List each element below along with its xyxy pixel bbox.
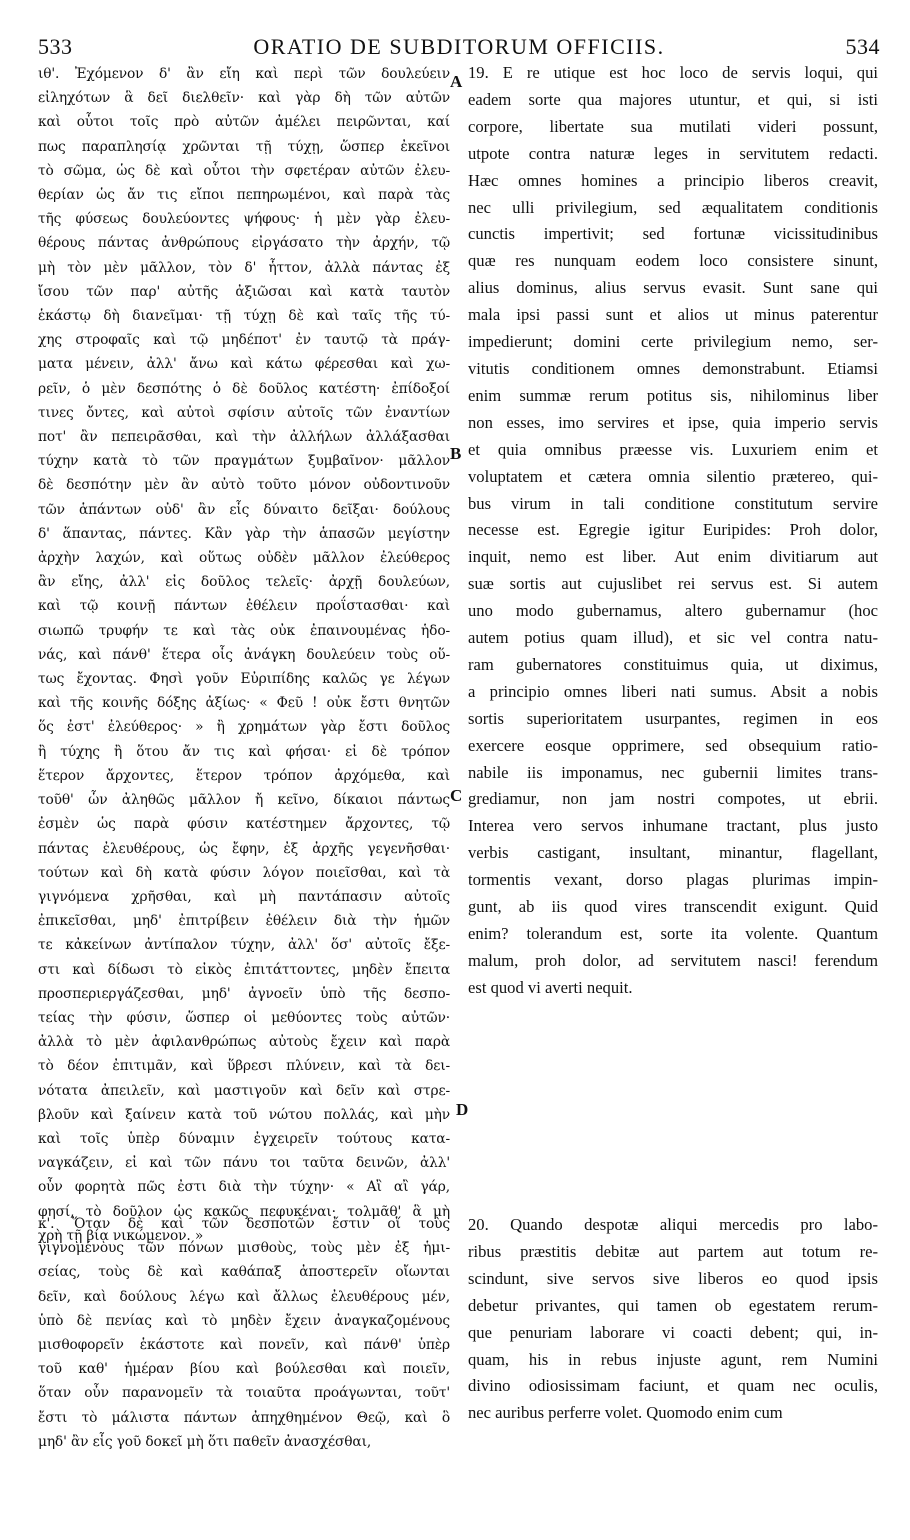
text-line: Interea vero servos inhumane tractant, plus justo	[468, 816, 878, 836]
text-line: sortis superioritatem usurpantes, regimen in eos	[468, 708, 878, 728]
text-line: ἢ τύχης ἢ ὅτου ἄν τις καὶ φήσαι· εἰ δὲ τρόπον	[38, 743, 450, 760]
page-number-right: 534	[845, 34, 880, 59]
text-line: δ' ἅπαντας, πάντες. Κἂν γὰρ τὴν ἁπασῶν μεγίστην	[38, 525, 450, 542]
text-line: ἂν εἴης, ἀλλ' εἰς δοῦλος τελεῖς· ἀρχῇ δουλεύων,	[38, 574, 450, 591]
text-line: autem potius quam illud), et sic vel contra natu-	[468, 628, 878, 648]
text-line: ἔστι τὸ μάλιστα πάντων ἀπηχθημένον Θεῷ, καὶ ὃ	[38, 1409, 450, 1426]
text-line: divino odiosissimam faciunt, et quam nec oculis,	[468, 1376, 878, 1396]
text-line: scindunt, sive servos sive liberos eo quod ipsis	[468, 1268, 878, 1288]
text-line: φησί, τὸ δοῦλον ὡς κακῶς πεφυκέναι· τολμᾶθ' ἃ μὴ	[38, 1203, 450, 1220]
text-line: ἑκάστῳ δὴ διανεῖμαι· τῇ τύχῃ δὲ καὶ ταῖς τῆς τύ-	[38, 308, 450, 325]
text-line: μὴ τὸν μὲν μᾶλλον, τὸν δ' ἧττον, ἀλλὰ πάντας ἐξ	[38, 259, 450, 276]
text-line: non esses, imo servires et ipse, quia imperio servis	[468, 412, 878, 432]
text-line: δὲ δεσπότην μὲν ἂν αὐτὸ τοῦτο μόνον οὐδοντινοῦν	[38, 477, 450, 494]
text-line: malum, proh dolor, ad servitutem nasci! ferendum	[468, 950, 878, 970]
text-line: impedierunt; domini certe privilegium nemo, ser-	[468, 332, 878, 352]
text-line: ἕτερον ἄρχοντες, ἕτερον τρόπον ἀρχόμεθα, καὶ	[38, 767, 450, 784]
text-line: οὖν φορητὰ πῶς ἐστι διὰ τὴν τύχην· « Αἲ αἲ γάρ,	[38, 1179, 450, 1196]
text-line: ματα μένειν, ἀλλ' ἄνω καὶ κάτω φέρεσθαι καὶ χω-	[38, 356, 450, 373]
text-line: et quia omnibus præesse vis. Luxuriem enim et	[468, 439, 878, 459]
text-line: βλοῦν καὶ ξαίνειν κατὰ τοῦ νώτου πολλάς, καὶ μὴν	[38, 1106, 450, 1123]
text-line: gunt, ab iis quod vires transcendit exigunt. Quid	[468, 897, 878, 917]
text-line: θέρους πάντας ἀνθρώπους εἰργάσατο τὴν ἀρχήν, τῷ	[38, 235, 450, 252]
text-line: νότατα ἀπειλεῖν, καὶ μαστιγοῦν καὶ δεῖν καὶ στρε-	[38, 1082, 450, 1099]
text-line: κ'. Ὅταν δὲ καὶ τῶν δεσποτῶν ἔστιν οἵ τοὺς	[38, 1216, 450, 1232]
text-line: τε κἀκείνων ἀντίπαλον τύχην, ἀλλ' ὅσ' αὐτοῖς ἔξε-	[38, 937, 450, 954]
text-line: καὶ οὗτοι τοῖς πρὸ αὐτῶν ἀμέλει πειρῶνται, καί	[38, 114, 450, 131]
text-line: ἀρχὴν λαχών, καὶ οὕτως οὐδὲν μᾶλλον ἐλεύθερος	[38, 550, 450, 567]
text-line: τῆς φύσεως δουλεύοντες ψήφους· ἡ μὲν γὰρ ἐλευ-	[38, 211, 450, 228]
text-line: mala ipsi passi sunt et alios ut minus paterentur	[468, 305, 878, 325]
text-line: ιθ'. Ἐχόμενον δ' ἂν εἴη καὶ περὶ τῶν δουλεύειν	[38, 66, 450, 82]
text-line: quæ res nunquam eodem loco consistere sinunt,	[468, 251, 878, 271]
text-line: alius dominus, alius servus evasit. Sunt sane qui	[468, 278, 878, 298]
margin-marker-c: C	[450, 786, 463, 805]
text-line: ἐσμὲν ὡς παρὰ φύσιν κατέστημεν ἄρχοντες, τῷ	[38, 816, 450, 833]
text-line: δεῖν, καὶ δούλους λέγω καὶ ἄλλως ἐλευθέρους μέν,	[38, 1288, 450, 1305]
text-line: καὶ τοῖς ὑπὲρ δύναμιν ἐγχειρεῖν τούτους κατα-	[38, 1130, 450, 1147]
text-line: est quod vi averti nequit.	[468, 977, 633, 997]
text-line: quam, his in rebus injuste agunt, rem Numini	[468, 1349, 878, 1369]
text-line: ἀλλὰ τὸ μὲν ἀφιλανθρώπως αὐτοὺς ἔχειν καὶ παρὰ	[38, 1034, 450, 1051]
text-line: voluptatem et cætera omnia silentio prætereo, qui-	[468, 466, 878, 486]
text-line: inquit, nemo est liber. Aut enim divitiarum aut	[468, 547, 878, 567]
text-line: τοῦθ' ὧν ἀληθῶς μᾶλλον ἤ κεῖνο, δίκαιοι πάντως	[38, 792, 450, 809]
text-line: τοῦ καθ' ἡμέραν βίου καὶ βούλεσθαι καὶ ποιεῖν,	[38, 1361, 450, 1378]
text-line: utpote contra naturæ leges in servitutem redacti.	[468, 143, 878, 163]
margin-marker-a: A	[450, 72, 463, 91]
text-line: τούτων καὶ δὴ κατὰ φύσιν λόγον ποιεῖσθαι, καὶ τὰ	[38, 864, 450, 881]
text-line: χης στροφαῖς καὶ τῷ μηδέποτ' ἐν ταυτῷ τὰ πράγ-	[38, 332, 450, 349]
text-line: que penuriam laborare vi coacti debent; qui, in-	[468, 1322, 878, 1342]
text-line: ribus præstitis debitæ aut partem aut totum re-	[468, 1241, 878, 1261]
text-line: πως παραπλησίᾳ χρῶνται τῇ τύχῃ, ὥσπερ ἐκεῖνοι	[38, 138, 450, 155]
text-line: 19. E re utique est hoc loco de servis loqui, qui	[468, 63, 878, 82]
text-line: καὶ τῆς κοινῆς δόξης ἀξίως· « Φεῦ ! οὐκ ἔστι θνητῶν	[38, 695, 450, 712]
text-line: Hæc omnes homines a principio liberos creavit,	[468, 170, 878, 190]
text-line: enim? tolerandum est, sorte ita volente. Quantum	[468, 924, 878, 943]
latin-section-19	[468, 60, 878, 997]
text-line: ὑπὸ δὲ πενίας καὶ τὸ μηδὲν ἔχειν ἀναγκαζομένους	[38, 1312, 450, 1329]
text-line: ὅταν οὖν παρανομεῖν τὰ τοιαῦτα προάγωνται, τοῦτ'	[38, 1385, 450, 1402]
text-line: γιγνόμενα χρῆσθαι, καὶ μὴ παντάπασιν αὐτοῖς	[38, 888, 450, 905]
text-line: bus virum in tali conditione constitutum servire	[468, 493, 878, 513]
text-line: γιγνομένους τῶν πόνων μισθοὺς, τοὺς μὲν ἐξ ἡμι-	[38, 1240, 450, 1257]
text-line: 20. Quando despotæ aliqui mercedis pro labo-	[468, 1215, 878, 1234]
text-line: necesse est. Egregie igitur Euripides: Proh dolor,	[468, 520, 878, 540]
text-line: ναγκάζειν, εἰ καὶ τῶν πάνυ τοι ταῦτα δεινῶν, ἀλλ'	[38, 1155, 450, 1172]
text-line: ρεῖν, ὁ μὲν δεσπότης ὁ δὲ δοῦλος κατέστη· ἐπίδοξοί	[38, 380, 450, 397]
page-number-left: 533	[38, 34, 73, 59]
text-line: σιωπῶ τρυφήν τε καὶ τὰς οὐκ ἐπαινουμένας ἡδο-	[38, 622, 450, 639]
text-line: verbis castigant, insultant, minantur, flagellant,	[468, 843, 878, 863]
margin-marker-b: B	[450, 444, 462, 463]
text-line: προσπεριεργάζεσθαι, μηδ' ἀγνοεῖν ὑπὸ τῆς δεσπο-	[38, 985, 450, 1002]
margin-marker-d: D	[456, 1100, 469, 1119]
text-line: enim summæ rerum potitus sis, nihilominus liber	[468, 385, 878, 405]
text-line: ποτ' ἂν πεπειρᾶσθαι, καὶ τὴν ἀλλήλων ἀλλάξασθαι	[38, 429, 450, 446]
text-line: exercere eosque opprimere, sed obsequium ratio-	[468, 735, 878, 755]
text-line: eadem sorte qua majores utuntur, et qui, si isti	[468, 89, 878, 109]
text-line: τύχην κατὰ τὸ τῶν πραγμάτων ξυμβαῖνον· μᾶλλον	[38, 453, 450, 470]
text-line: a principio omnes liberi nati sumus. Absit a nobis	[468, 681, 878, 701]
latin-section-20	[468, 1212, 878, 1482]
text-line: suæ sortis aut cujuslibet rei servus est. Si autem	[468, 574, 878, 594]
text-line: τὸ δέον ἐπιτιμᾶν, καὶ ὕβρεσι πλύνειν, καὶ τὰ δει-	[38, 1058, 450, 1075]
page-header	[38, 32, 880, 62]
text-line: νάς, καὶ πάνθ' ἕτερα οἷς ἀνάγκη δουλεύειν τοὺς οὕ-	[38, 646, 450, 663]
text-line: ὅς ἐστ' ἐλεύθερος· » ἢ χρημάτων γὰρ ἔστι δοῦλος	[38, 719, 450, 736]
text-line: tormentis vexant, dorso plagas plurimas impin-	[468, 870, 878, 890]
text-line: τὸ σῶμα, ὡς δὲ καὶ οὗτοι τὴν σφετέραν αὐτῶν ἐλευ-	[38, 162, 450, 179]
text-line: τως ἔχοντας. Φησὶ γοῦν Εὐριπίδης καλῶς γε λέγων	[38, 671, 450, 688]
text-line: nec ulli privilegium, sed æqualitatem conditionis	[468, 197, 878, 217]
text-line: corpore, libertate sua mutilati videri possunt,	[468, 116, 878, 136]
text-line: σείας, τοὺς δὲ καὶ καθάπαξ ἀποστερεῖν οἴωνται	[38, 1264, 450, 1281]
text-line: ram gubernatores constituimus quia, ut diximus,	[468, 654, 878, 674]
text-line: εἰληχότων ἃ δεῖ διελθεῖν· καὶ γὰρ δὴ τῶν αὐτῶν	[38, 90, 450, 107]
text-line: τείας τὴν φύσιν, ὥσπερ οἱ μεθύοντες τοὺς αὐτῶν·	[38, 1009, 450, 1026]
running-title: ORATIO DE SUBDITORUM OFFICIIS.	[253, 34, 665, 59]
text-line: vitutis conditionem omnes demonstrabunt. Etiamsi	[468, 358, 878, 378]
text-line: nabile iis imponamus, nec gubernii limites trans-	[468, 762, 878, 782]
text-line: τινες ὄντες, καὶ αὐτοὶ σφίσιν αὐτοῖς τῶν ἐναντίων	[38, 404, 450, 421]
text-line: cunctis impertivit; sed fortunæ vicissitudinibus	[468, 224, 878, 244]
text-line: πάντας ἐλευθέρους, ὡς ἔφην, ἐξ ἀρχῆς γεγενῆσθαι·	[38, 840, 450, 857]
text-line: ἴσου τῶν παρ' αὐτῆς ἀξιῶσαι καὶ κατὰ ταυτὸν	[38, 283, 450, 300]
text-line: μηδ' ἂν εἷς γοῦ δοκεῖ μὴ ὅτι παθεῖν ἀνασχέσθαι,	[38, 1433, 372, 1450]
text-line: τῶν ἁπάντων οὐδ' ἂν εἷς δύναιτο δεῖξαι· δούλους	[38, 501, 450, 518]
text-line: μισθοφορεῖν ἑκάστοτε καὶ πονεῖν, καὶ πάνθ' ὑπὲρ	[38, 1337, 450, 1354]
text-line: debetur privantes, qui tamen ob egestatem rerum-	[468, 1295, 878, 1315]
text-line: στι καὶ δίδωσι τὸ εἰκὸς ἐπιτάττοντες, μηδὲν ἔπειτα	[38, 961, 450, 978]
text-line: ἐπικεῖσθαι, μηδ' ἐπιτρίβειν ἐθέλειν διὰ τὴν ἡμῶν	[38, 913, 450, 930]
text-line: grediamur, non jam nostri compotes, ut ebrii.	[468, 789, 878, 809]
text-line: nec auribus perferre volet. Quomodo enim cum	[468, 1403, 783, 1423]
text-line: uno modo gubernamus, altero gubernamur (hoc	[468, 601, 878, 621]
text-line: χρὴ τῇ βίᾳ νικώμενον. »	[38, 1227, 204, 1244]
text-line: καὶ τῷ κοινῇ πάντων ἐθέλειν προΐστασθαι· καὶ	[38, 598, 450, 615]
greek-section-20	[38, 1212, 450, 1462]
text-line: θερίαν ὡς ἄν τις εἴποι πεπηρωμένοι, καὶ παρὰ τὰς	[38, 187, 450, 204]
